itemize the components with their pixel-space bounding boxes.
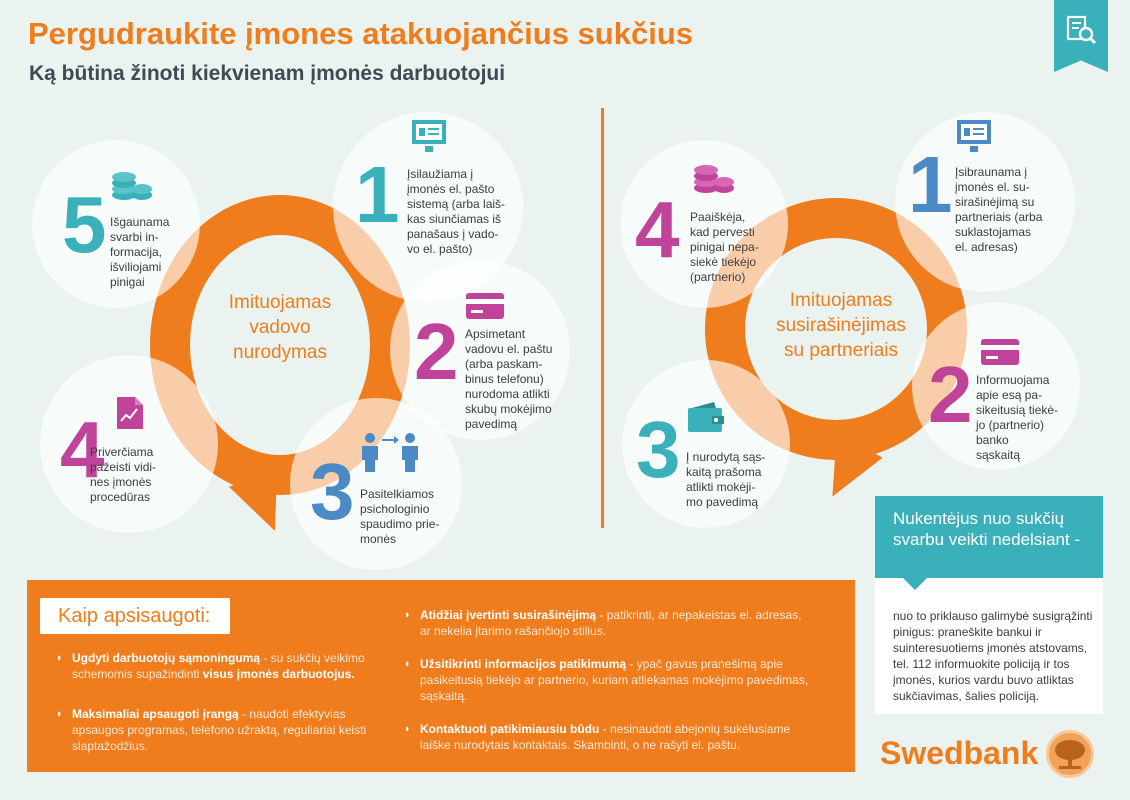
protection-item: ◗ Kontaktuoti patikimiausiu būdu - nesinaudoti abejonių sukėlusiame laiške nurodytais kontaktais. Skambinti, o ne rašyti el. paštu. — [404, 722, 791, 752]
step-text: Informuojama apie esą pa- sikeitusią tiekė- jo (partnerio) banko sąskaitą — [976, 373, 1059, 462]
step-number: 3 — [636, 405, 681, 494]
step-number: 1 — [908, 140, 953, 229]
urgent-text: nuo to priklauso galimybė susigrąžinti pinigus: praneškite bankui ir suinteresuotiems įmonės atstovams, tel. 112 informuokite policiją ir tos įmonės, kurios vardu buvo atliktas sukčiavimas, šalies policiją. — [893, 609, 1093, 703]
computer-icon — [410, 118, 448, 156]
coins-icon — [690, 158, 736, 198]
credit-card-icon — [465, 292, 505, 320]
brand-logo-text: Swedbank — [880, 735, 1039, 771]
step-number: 2 — [414, 307, 459, 396]
step-text: Įsibraunama į įmonės el. su- sirašinėjimą su partneriais (arba suklastojamas el. adresas) — [955, 165, 1043, 254]
oak-tree-logo-icon — [1046, 730, 1094, 778]
coins-icon — [108, 165, 154, 205]
protection-heading: Kaip apsisaugoti: — [40, 598, 230, 634]
people-icon — [360, 432, 422, 474]
bookmark-ribbon — [1054, 0, 1108, 72]
protection-item: ◗ Užsitikrinti informacijos patikimumą - ypač gavus pranešimą apie pasikeitusią tiekėjo ar partnerio, kuriam atliekamas mokėjimo pavedimas, sąskaitą. — [404, 657, 809, 703]
section-divider — [601, 108, 604, 528]
step-number: 4 — [60, 405, 105, 494]
bullet-icon: ◗ — [56, 652, 63, 664]
protection-item: ◗ Maksimaliai apsaugoti įrangą - naudoti efektyvias apsaugos programas, telefono užraktą, reguliariai keisti slaptažodžius. — [56, 707, 367, 753]
step-number: 2 — [928, 350, 973, 439]
step-text: Paaiškėja, kad pervesti pinigai nepa- siekė tiekėjo (partnerio) — [690, 210, 759, 284]
center-label-right: Imituojamas susirašinėjimas su partneriais — [776, 290, 906, 361]
bullet-icon: ◗ — [404, 609, 411, 621]
step-text: Apsimetant vadovu el. paštu (arba paskam- binus telefonu) nurodoma atlikti skubų mokėjimo pavedimą — [465, 327, 553, 431]
step-text: Priverčiama pažeisti vidi- nes įmonės procedūras — [90, 445, 157, 504]
credit-card-icon — [980, 338, 1020, 366]
urgent-arrow — [903, 578, 927, 590]
urgent-heading: Nukentėjus nuo sukčių svarbu veikti nedelsiant - — [875, 496, 1103, 578]
protection-item: ◗ Ugdyti darbuotojų sąmoningumą - su sukčių veikimo schemomis supažindinti visus įmonės darbuotojus. — [56, 651, 365, 681]
bullet-icon: ◗ — [56, 708, 63, 720]
step-text: Išgaunama svarbi in- formacija, išviliojami pinigai — [110, 215, 170, 289]
step-text: Į nurodytą sąs- kaitą prašoma atlikti mokėji- mo pavedimą — [686, 450, 766, 509]
step-number: 1 — [355, 150, 400, 239]
wallet-icon — [686, 400, 726, 434]
document-icon — [115, 395, 145, 431]
step-text: Įsilaužiama į įmonės el. pašto sistemą (arba laiš- kas siunčiamas iš panašaus į vado- vo el. pašto) — [407, 167, 506, 256]
protection-item: ◗ Atidžiai įvertinti susirašinėjimą - patikrinti, ar nepakeistas el. adresas, ar nekelia įtarimo rašančiojo stilius. — [404, 608, 802, 638]
page-title: Pergudraukite įmones atakuojančius sukčius — [28, 16, 694, 51]
step-number: 3 — [310, 447, 355, 536]
document-search-icon — [1065, 14, 1097, 46]
bullet-icon: ◗ — [404, 658, 411, 670]
bullet-icon: ◗ — [404, 723, 411, 735]
computer-icon — [955, 118, 993, 156]
page-subtitle: Ką būtina žinoti kiekvienam įmonės darbuotojui — [29, 62, 506, 85]
step-number: 5 — [62, 180, 107, 269]
step-number: 4 — [635, 185, 680, 274]
step-text: Pasitelkiamos psichologinio spaudimo prie- monės — [360, 487, 440, 546]
center-label-left: Imituojamas vadovo nurodymas — [228, 292, 332, 363]
